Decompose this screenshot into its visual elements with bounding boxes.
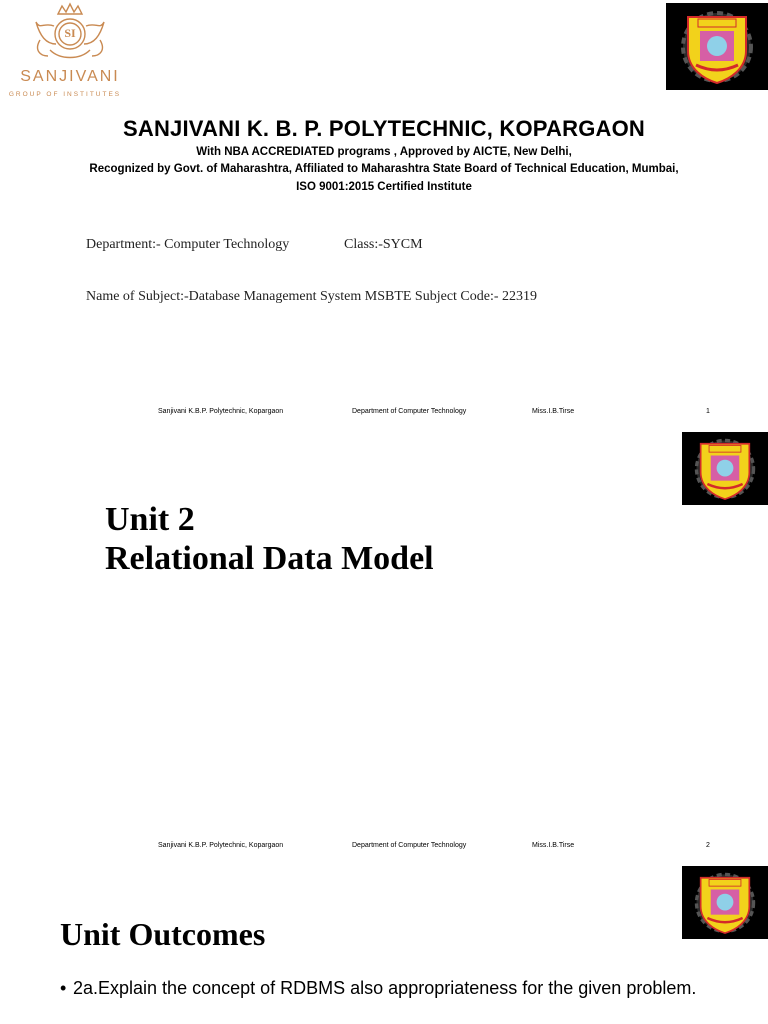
slide-3	[0, 864, 768, 1024]
class-label: Class:-SYCM	[344, 237, 423, 252]
unit-number-title: Unit 2	[105, 501, 195, 538]
polytechnic-logo	[666, 3, 768, 90]
footer-page-number: 1	[706, 408, 710, 415]
bullet-dot-icon: •	[60, 978, 67, 998]
iso-line: ISO 9001:2015 Certified Institute	[296, 181, 472, 193]
gear-shield-icon	[666, 3, 768, 90]
slide-1	[0, 0, 768, 432]
footer-author: Miss.I.B.Tirse	[532, 842, 575, 849]
outcome-text: 2a.Explain the concept of RDBMS also appropriateness for the given problem.	[73, 978, 697, 998]
footer-institute: Sanjivani K.B.P. Polytechnic, Kopargaon	[158, 408, 284, 415]
department-label: Department:- Computer Technology	[86, 237, 290, 252]
gear-shield-icon	[682, 866, 768, 939]
gear-shield-icon	[682, 432, 768, 505]
footer-author: Miss.I.B.Tirse	[532, 408, 575, 415]
unit-name-title: Relational Data Model	[105, 540, 434, 577]
recognition-line: Recognized by Govt. of Maharashtra, Affiliated to Maharashtra State Board of Technical Education, Mumbai,	[89, 163, 679, 175]
seal-monogram: SI	[64, 26, 76, 40]
footer-department: Department of Computer Technology	[352, 842, 467, 849]
footer-page-number: 2	[706, 842, 710, 849]
group-name: SANJIVANI	[20, 68, 120, 85]
polytechnic-logo	[682, 432, 768, 505]
unit-outcomes-heading: Unit Outcomes	[60, 916, 266, 952]
sanjivani-group-logo	[10, 0, 130, 100]
slide-2	[0, 432, 768, 864]
subject-label: Name of Subject:-Database Management System MSBTE Subject Code:- 22319	[86, 289, 538, 304]
group-tagline: GROUP OF INSTITUTES	[8, 91, 122, 98]
footer-department: Department of Computer Technology	[352, 408, 467, 415]
institute-name: SANJIVANI K. B. P. POLYTECHNIC, KOPARGAON	[122, 116, 646, 141]
polytechnic-logo	[682, 866, 768, 939]
footer-institute: Sanjivani K.B.P. Polytechnic, Kopargaon	[158, 842, 284, 849]
accreditation-line: With NBA ACCREDIATED programs , Approved by AICTE, New Delhi,	[196, 146, 572, 158]
outcome-bullet-1	[60, 976, 764, 1000]
